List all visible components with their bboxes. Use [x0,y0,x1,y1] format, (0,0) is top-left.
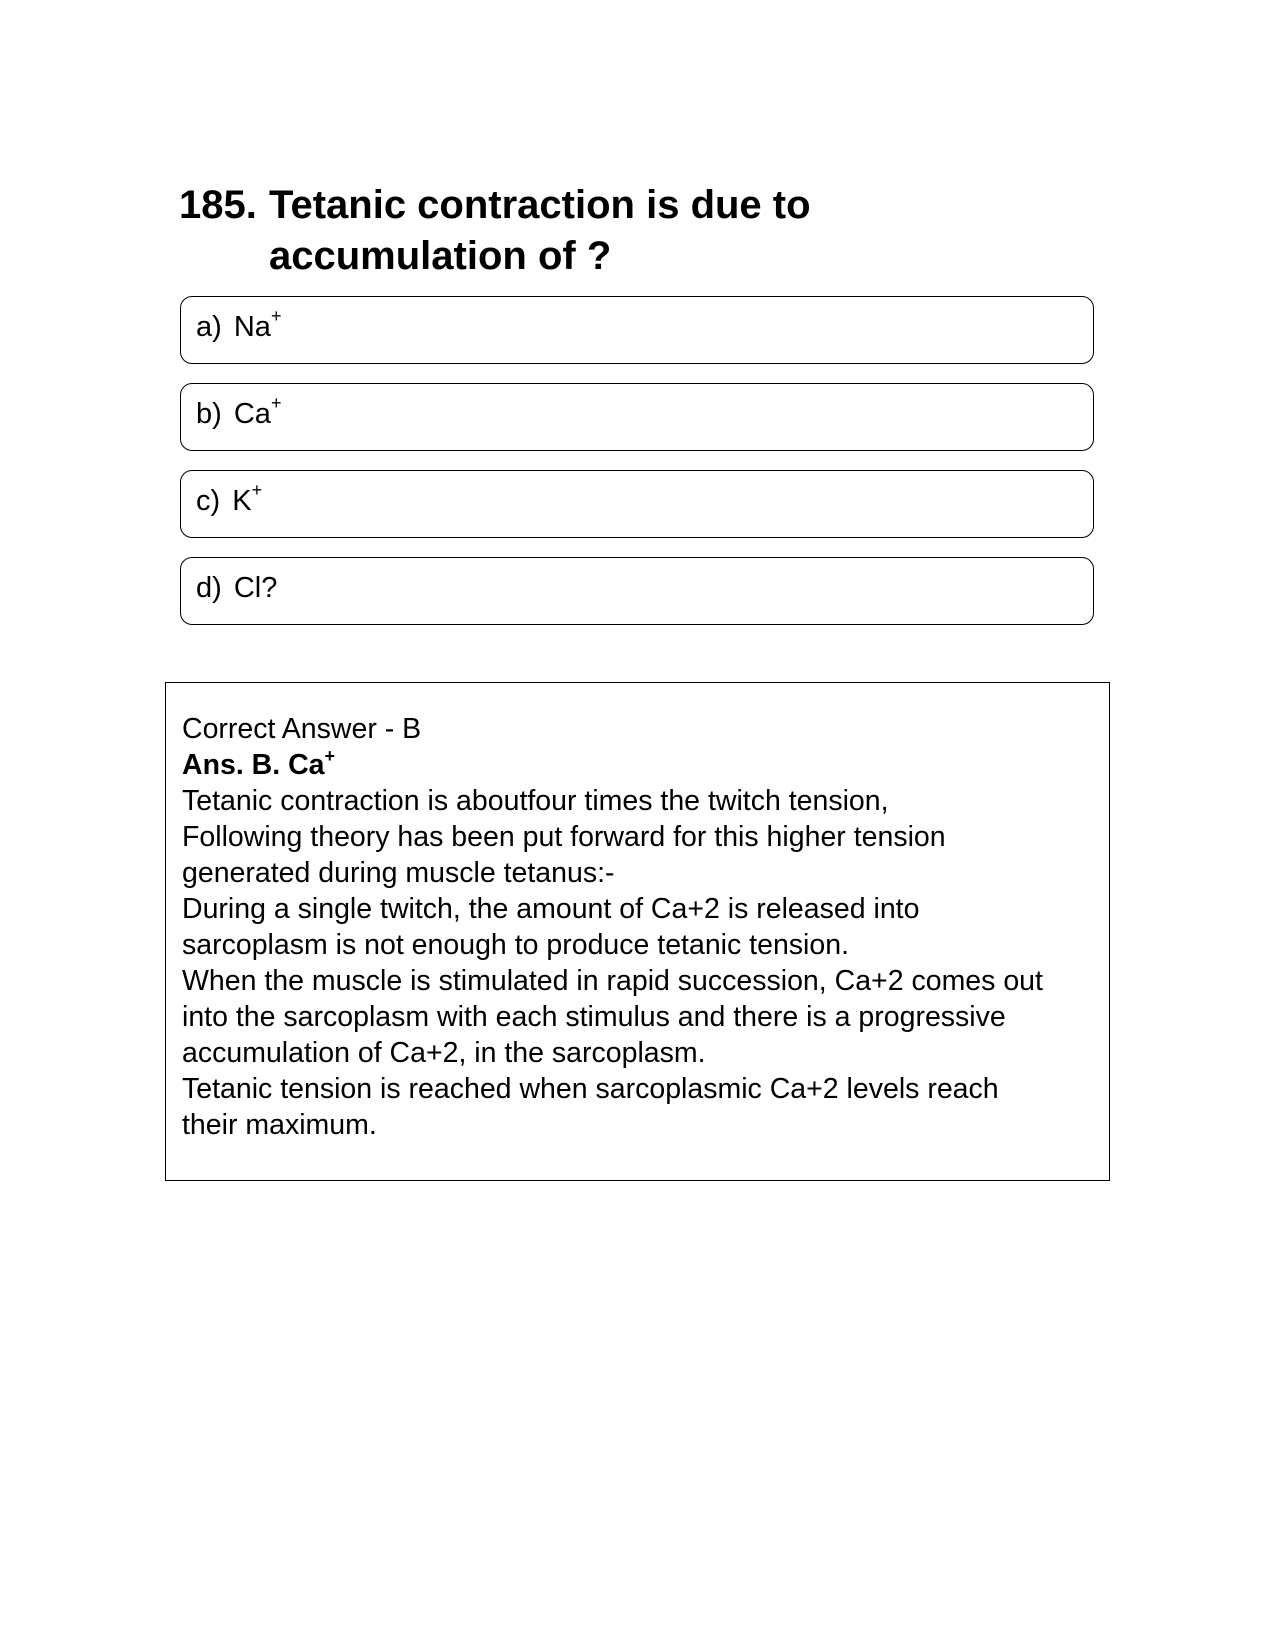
question-text [269,180,969,282]
option-b-label: b) [196,398,222,430]
option-c-label: c) [196,485,221,517]
option-d-text: Cl? [233,572,278,604]
explanation-line: their maximum. [182,1109,377,1141]
option-c-text: K [232,485,252,517]
explanation-line: sarcoplasm is not enough to produce tetanic tension. [182,929,849,961]
explanation-line: When the muscle is stimulated in rapid succession, Ca+2 comes out [182,965,1043,997]
option-c[interactable] [180,470,1094,538]
correct-answer-line: Correct Answer - B [182,713,422,745]
explanation-line: generated during muscle tetanus:- [182,857,615,889]
answer-heading-superscript: + [324,746,336,766]
explanation-line: Tetanic tension is reached when sarcoplasmic Ca+2 levels reach [182,1073,999,1105]
option-d[interactable] [180,557,1094,625]
explanation-line: accumulation of Ca+2, in the sarcoplasm. [182,1037,706,1069]
option-d-label: d) [196,572,222,604]
option-c-superscript: + [251,480,263,500]
option-a-text: Na [233,311,271,343]
option-a-label: a) [196,311,222,343]
answer-content [182,711,1097,1143]
explanation-line: Following theory has been put forward for this higher tension [182,821,946,853]
question-text-line-1: Tetanic contraction is due to [269,183,811,227]
option-a-superscript: + [270,306,282,326]
explanation-line: During a single twitch, the amount of Ca+2 is released into [182,893,920,925]
question-number: 185. [179,183,257,227]
option-b-superscript: + [270,393,282,413]
option-a[interactable] [180,296,1094,364]
answer-heading [182,747,1097,783]
question-text-line-2: accumulation of ? [269,234,612,278]
option-b[interactable] [180,383,1094,451]
option-b-text: Ca [233,398,271,430]
answer-explanation-box [165,682,1110,1181]
explanation-line: Tetanic contraction is aboutfour times the twitch tension, [182,785,889,817]
explanation-line: into the sarcoplasm with each stimulus and there is a progressive [182,1001,1006,1033]
answer-heading-text: Ans. B. Ca [182,749,325,781]
